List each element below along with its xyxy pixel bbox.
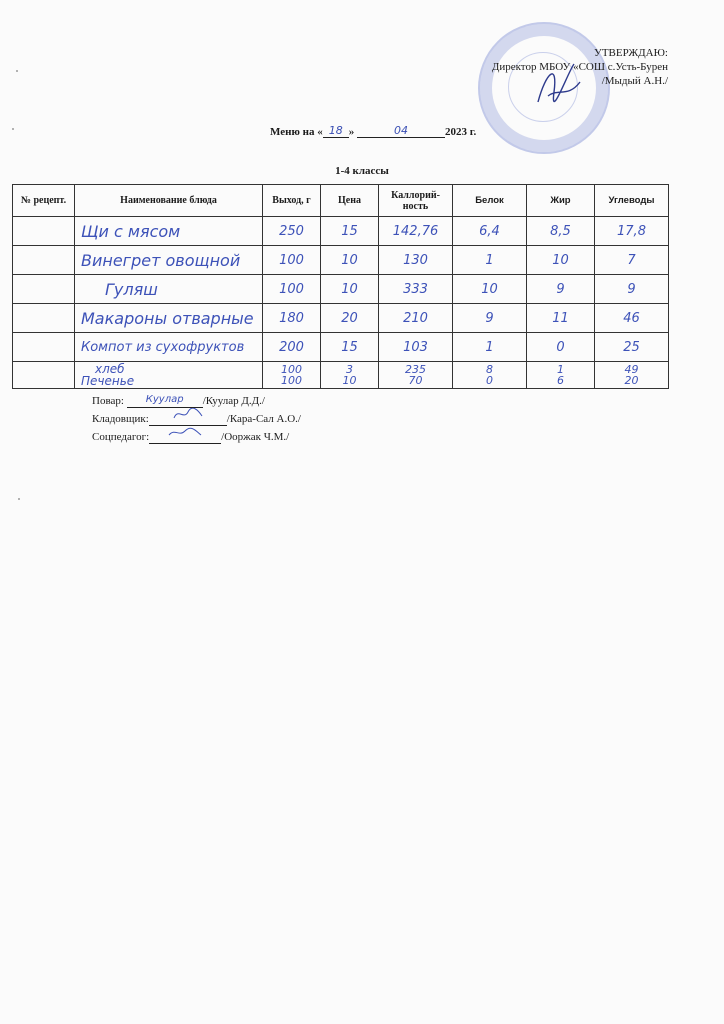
- cell-yield: 100: [263, 275, 321, 304]
- cell-yield: 250: [263, 217, 321, 246]
- menu-quote: »: [348, 126, 355, 138]
- cell-name: Макароны отварные: [75, 304, 263, 333]
- cell-fat: 8,5: [527, 217, 595, 246]
- table-row: [13, 275, 669, 304]
- cell-price: 15: [321, 217, 379, 246]
- menu-year: 2023 г.: [444, 126, 477, 138]
- cell-fat-cookies: 6: [557, 374, 564, 387]
- header-fat: Жир: [527, 185, 595, 217]
- cell-name: Щи с мясом: [75, 217, 263, 246]
- header-carbs: Углеводы: [595, 185, 669, 217]
- header-price: Цена: [321, 185, 379, 217]
- cell-carbs: 46: [595, 304, 669, 333]
- storekeeper-row: [92, 408, 301, 426]
- header-num: № рецепт.: [13, 185, 75, 217]
- table-header-row: [13, 185, 669, 217]
- cell-calories: [379, 362, 453, 389]
- cell-yield-cookies: 100: [281, 374, 302, 387]
- menu-month-blank: [357, 124, 445, 138]
- approval-block: [492, 46, 668, 88]
- cell-name-cookies: Печенье: [81, 374, 135, 388]
- storekeeper-signature: [149, 408, 227, 426]
- cell-num: [13, 246, 75, 275]
- cell-yield: 100: [263, 246, 321, 275]
- scan-speck: [16, 70, 18, 72]
- cell-price: 10: [321, 275, 379, 304]
- cell-protein-cookies: 0: [486, 374, 493, 387]
- cell-protein: 1: [453, 246, 527, 275]
- menu-table: [12, 184, 669, 389]
- cell-carbs: [595, 362, 669, 389]
- class-title: 1-4 классы: [335, 165, 389, 177]
- social-row: [92, 426, 301, 444]
- header-name: Наименование блюда: [75, 185, 263, 217]
- table-row: [13, 333, 669, 362]
- header-protein: Белок: [453, 185, 527, 217]
- cook-row: [92, 393, 301, 408]
- cell-name: [75, 362, 263, 389]
- cell-carbs: 17,8: [595, 217, 669, 246]
- cell-carbs: 25: [595, 333, 669, 362]
- cell-calories-cookies: 70: [408, 374, 423, 387]
- table-row: [13, 246, 669, 275]
- cell-price-bread: 3: [346, 363, 353, 376]
- cell-num: [13, 275, 75, 304]
- cell-carbs: 7: [595, 246, 669, 275]
- cell-yield: [263, 362, 321, 389]
- cell-name-bread: хлеб: [95, 362, 125, 376]
- cell-protein: 10: [453, 275, 527, 304]
- cell-price: 10: [321, 246, 379, 275]
- cell-calories-bread: 235: [405, 363, 426, 376]
- cell-num: [13, 217, 75, 246]
- cell-fat: 0: [527, 333, 595, 362]
- cell-name: Гуляш: [75, 275, 263, 304]
- cell-price-cookies: 10: [342, 374, 357, 387]
- table-row: [13, 304, 669, 333]
- menu-day-blank: [323, 124, 349, 138]
- cell-protein: 1: [453, 333, 527, 362]
- social-name: /Ооржак Ч.М./: [221, 431, 290, 443]
- cell-fat: 9: [527, 275, 595, 304]
- table-row: [13, 217, 669, 246]
- cell-calories: 142,76: [379, 217, 453, 246]
- social-label: Соцпедагог:: [92, 431, 150, 443]
- cell-calories: 130: [379, 246, 453, 275]
- cook-signature: Куулар: [127, 393, 203, 408]
- menu-prefix: Меню на «: [270, 126, 323, 138]
- cell-calories: 210: [379, 304, 453, 333]
- menu-date-line: [270, 124, 476, 138]
- cell-protein-bread: 8: [486, 363, 493, 376]
- approval-name: /Мыдый А.Н./: [601, 75, 668, 87]
- cell-name: Винегрет овощной: [75, 246, 263, 275]
- cell-num: [13, 304, 75, 333]
- approval-position: Директор МБОУ «СОШ с.Усть-Бурен: [491, 61, 668, 73]
- menu-month: 04: [393, 124, 408, 137]
- cell-carbs: 9: [595, 275, 669, 304]
- header-calories: Каллорий-ность: [379, 185, 453, 217]
- social-signature: [149, 426, 221, 444]
- cell-price: 15: [321, 333, 379, 362]
- cell-price: [321, 362, 379, 389]
- cell-fat: [527, 362, 595, 389]
- cell-calories: 103: [379, 333, 453, 362]
- cell-carbs-bread: 49: [624, 363, 639, 376]
- scan-speck: [12, 128, 14, 130]
- cell-protein: 9: [453, 304, 527, 333]
- cell-name: Компот из сухофруктов: [75, 333, 263, 362]
- cell-calories: 333: [379, 275, 453, 304]
- cell-carbs-cookies: 20: [624, 374, 639, 387]
- scan-speck: [18, 498, 20, 500]
- menu-day: 18: [328, 124, 343, 137]
- staff-signatures: [92, 393, 301, 444]
- approval-title: УТВЕРЖДАЮ:: [594, 47, 668, 59]
- cell-num: [13, 333, 75, 362]
- cell-protein: [453, 362, 527, 389]
- cell-price: 20: [321, 304, 379, 333]
- cell-fat: 11: [527, 304, 595, 333]
- storekeeper-label: Кладовщик:: [92, 413, 149, 425]
- header-yield: Выход, г: [263, 185, 321, 217]
- cell-protein: 6,4: [453, 217, 527, 246]
- cell-yield: 200: [263, 333, 321, 362]
- cell-fat-bread: 1: [557, 363, 564, 376]
- cell-yield-bread: 100: [281, 363, 302, 376]
- cook-label: Повар:: [92, 395, 124, 407]
- table-row: [13, 362, 669, 389]
- cell-fat: 10: [527, 246, 595, 275]
- cell-num: [13, 362, 75, 389]
- cook-name: /Куулар Д.Д./: [202, 395, 265, 407]
- cell-yield: 180: [263, 304, 321, 333]
- storekeeper-name: /Кара-Сал А.О./: [226, 413, 301, 425]
